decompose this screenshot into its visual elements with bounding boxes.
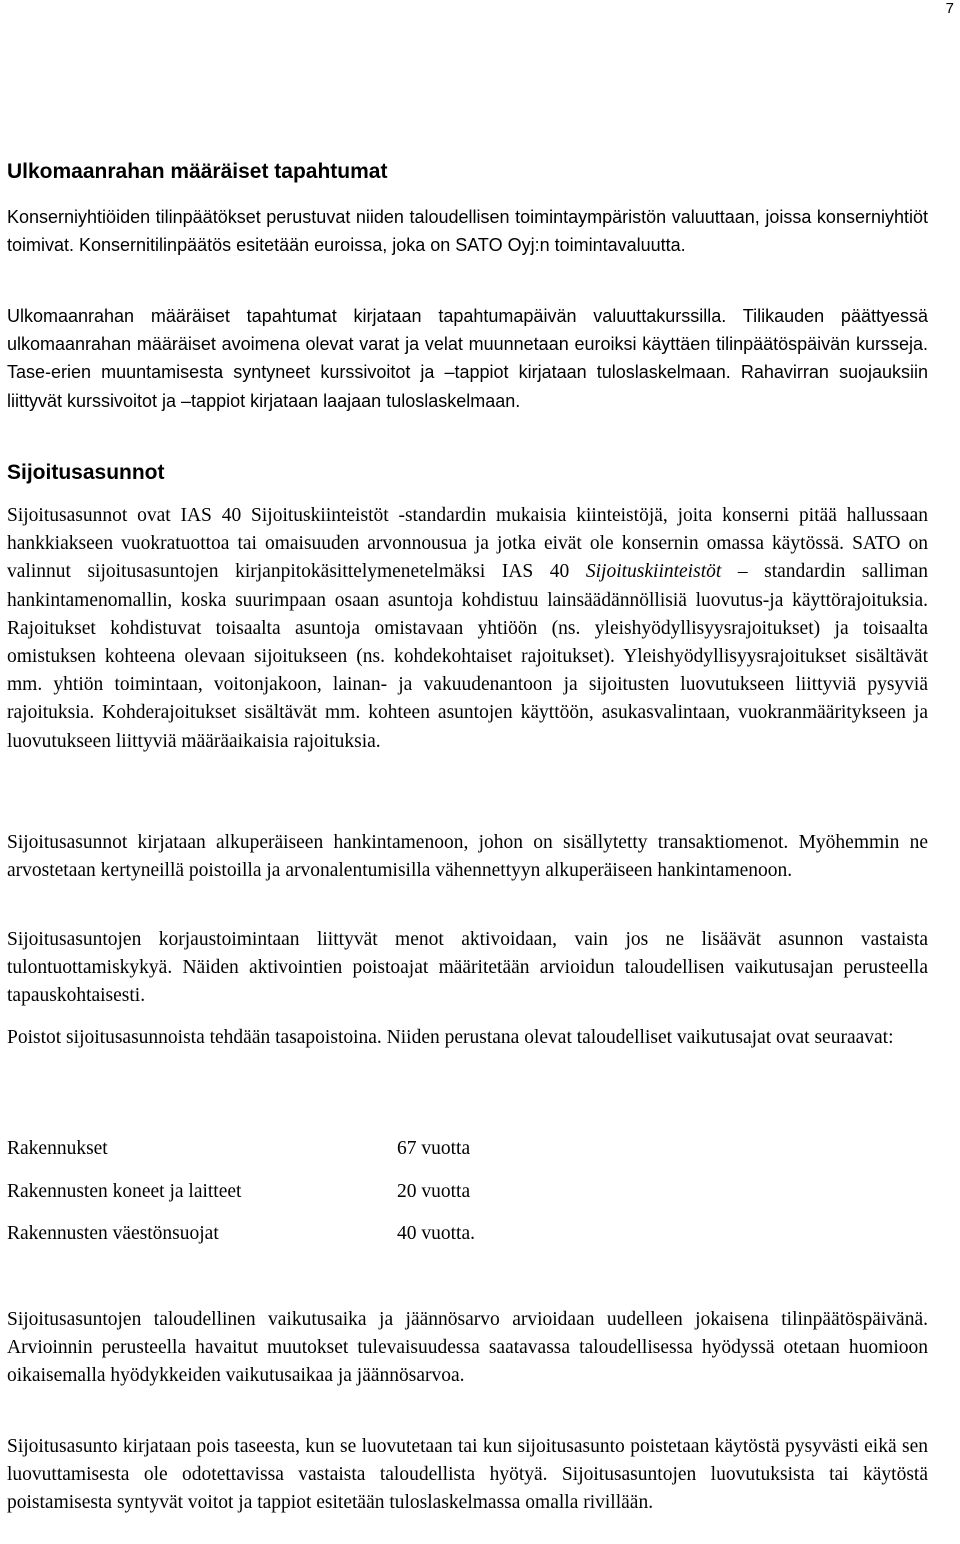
asset-name: Rakennusten koneet ja laitteet xyxy=(7,1180,242,1202)
paragraph-derecognition: Sijoitusasunto kirjataan pois taseesta, kun se luovutetaan tai kun sijoitusasunto poistetaan käytöstä pysyvästi eikä sen luovuttamisesta ole odotettavissa vastaista taloudellista hyötyä. Sijoitusasuntojen luovutuksista tai käytöstä poistamisesta syntyvät voitot ja tappiot esitetään tuloslaskelmassa omalla rivillään. xyxy=(7,1436,928,1514)
standard-name-italic: Sijoituskiinteistöt xyxy=(585,561,722,583)
asset-life: 40 vuotta. xyxy=(397,1223,475,1244)
asset-name: Rakennusten väestönsuojat xyxy=(7,1223,219,1244)
section-title-investment-properties: Sijoitusasunnot xyxy=(7,461,165,484)
useful-lives-table xyxy=(7,1135,475,1263)
paragraph-repair-costs: Sijoitusasuntojen korjaustoimintaan liittyvät menot aktivoidaan, vain jos ne lisäävät asunnon vastaista tulontuottamiskykyä. Näiden aktivointien poistoajat määritetään arvioidun taloudellisen vaikutusajan perusteella tapauskohtaisesti. xyxy=(7,929,928,1007)
paragraph-initial-recognition: Sijoitusasunnot kirjataan alkuperäiseen hankintamenoon, johon on sisällytetty transaktiomenot. Myöhemmin ne arvostetaan kertyneillä poistoilla ja arvonalentumisilla vähennettyyn alkuperäiseen hankintamenoon. xyxy=(7,832,928,882)
table-row xyxy=(7,1135,475,1178)
section-title-currency: Ulkomaanrahan määräiset tapahtumat xyxy=(7,160,388,183)
asset-name: Rakennukset xyxy=(7,1138,108,1159)
paragraph-currency-functional: Konserniyhtiöiden tilinpäätökset perustuvat niiden taloudellisen toimintaympäristön valuuttaan, joissa konserniyhtiöt toimivat. Konsernitilinpäätös esitetään euroissa, joka on SATO Oyj:n toimintavaluutta. xyxy=(7,207,928,256)
paragraph-review-useful-life: Sijoitusasuntojen taloudellinen vaikutusaika ja jäännösarvo arvioidaan uudelleen jokaisena tilinpäätöspäivänä. Arvioinnin perusteella havaitut muutokset tulevaisuudessa saatavassa taloudellisessa hyödyssä otetaan huomioon oikaisemalla hyödykkeiden vaikutusaikaa ja jäännösarvoa. xyxy=(7,1309,928,1387)
paragraph-text: – standardin salliman hankintamenomallin, koska suurimpaan osaan asuntoja kohdistuu lainsäädännöllisiä luovutus-ja käyttörajoituksia. Rajoitukset kohdistuvat toisaalta asuntoja omistavaan yhtiöön (ns. yleishyödyllisyysrajoitukset) ja toisaalta omistuksen kohteena olevaan sijoitukseen (ns. kohdekohtaiset rajoitukset). Yleishyödyllisyysrajoitukset sisältävät mm. yhtiön toimintaan, voitonjakoon, lainan- ja vakuudenantoon ja sijoitusten luovutukseen liittyviä pysyviä rajoituksia. Kohderajoitukset sisältävät mm. kohteen asuntojen käyttöön, asukasvalintaan, vuokranmääritykseen ja luovutukseen liittyviä määräaikaisia rajoituksia. xyxy=(7,561,928,752)
paragraph-text: Sijoitusasunnot ovat IAS 40 Sijoituskiinteistöt -standardin mukaisia kiinteistöjä, joita konserni pitää hallussaan hankkiakseen vuokratuottoa tai omaisuuden arvonnousua ja jotka eivät ole konsernin omassa käytössä. SATO on valinnut sijoitusasuntojen kirjanpitokäsittelymenetelmäksi IAS 40 xyxy=(7,505,928,583)
asset-life: 67 vuotta xyxy=(397,1138,471,1159)
page-number: 7 xyxy=(945,0,954,17)
asset-life: 20 vuotta xyxy=(397,1180,471,1202)
paragraph-currency-translation: Ulkomaanrahan määräiset tapahtumat kirjataan tapahtumapäivän valuuttakurssilla. Tilikauden päättyessä ulkomaanrahan määräiset avoimena olevat varat ja velat muunnetaan euroiksi käyttäen tilinpäätöspäivän kursseja. Tase-erien muuntamisesta syntyneet kurssivoitot ja –tappiot kirjataan tuloslaskelmaan. Rahavirran suojauksiin liittyvät kurssivoitot ja –tappiot kirjataan laajaan tuloslaskelmaan. xyxy=(7,306,928,411)
table-row xyxy=(7,1178,475,1221)
table-row xyxy=(7,1220,475,1263)
paragraph-depreciation: Poistot sijoitusasunnoista tehdään tasapoistoina. Niiden perustana olevat taloudelliset vaikutusajat ovat seuraavat: xyxy=(7,1027,894,1048)
paragraph-investment-definition xyxy=(7,502,928,756)
